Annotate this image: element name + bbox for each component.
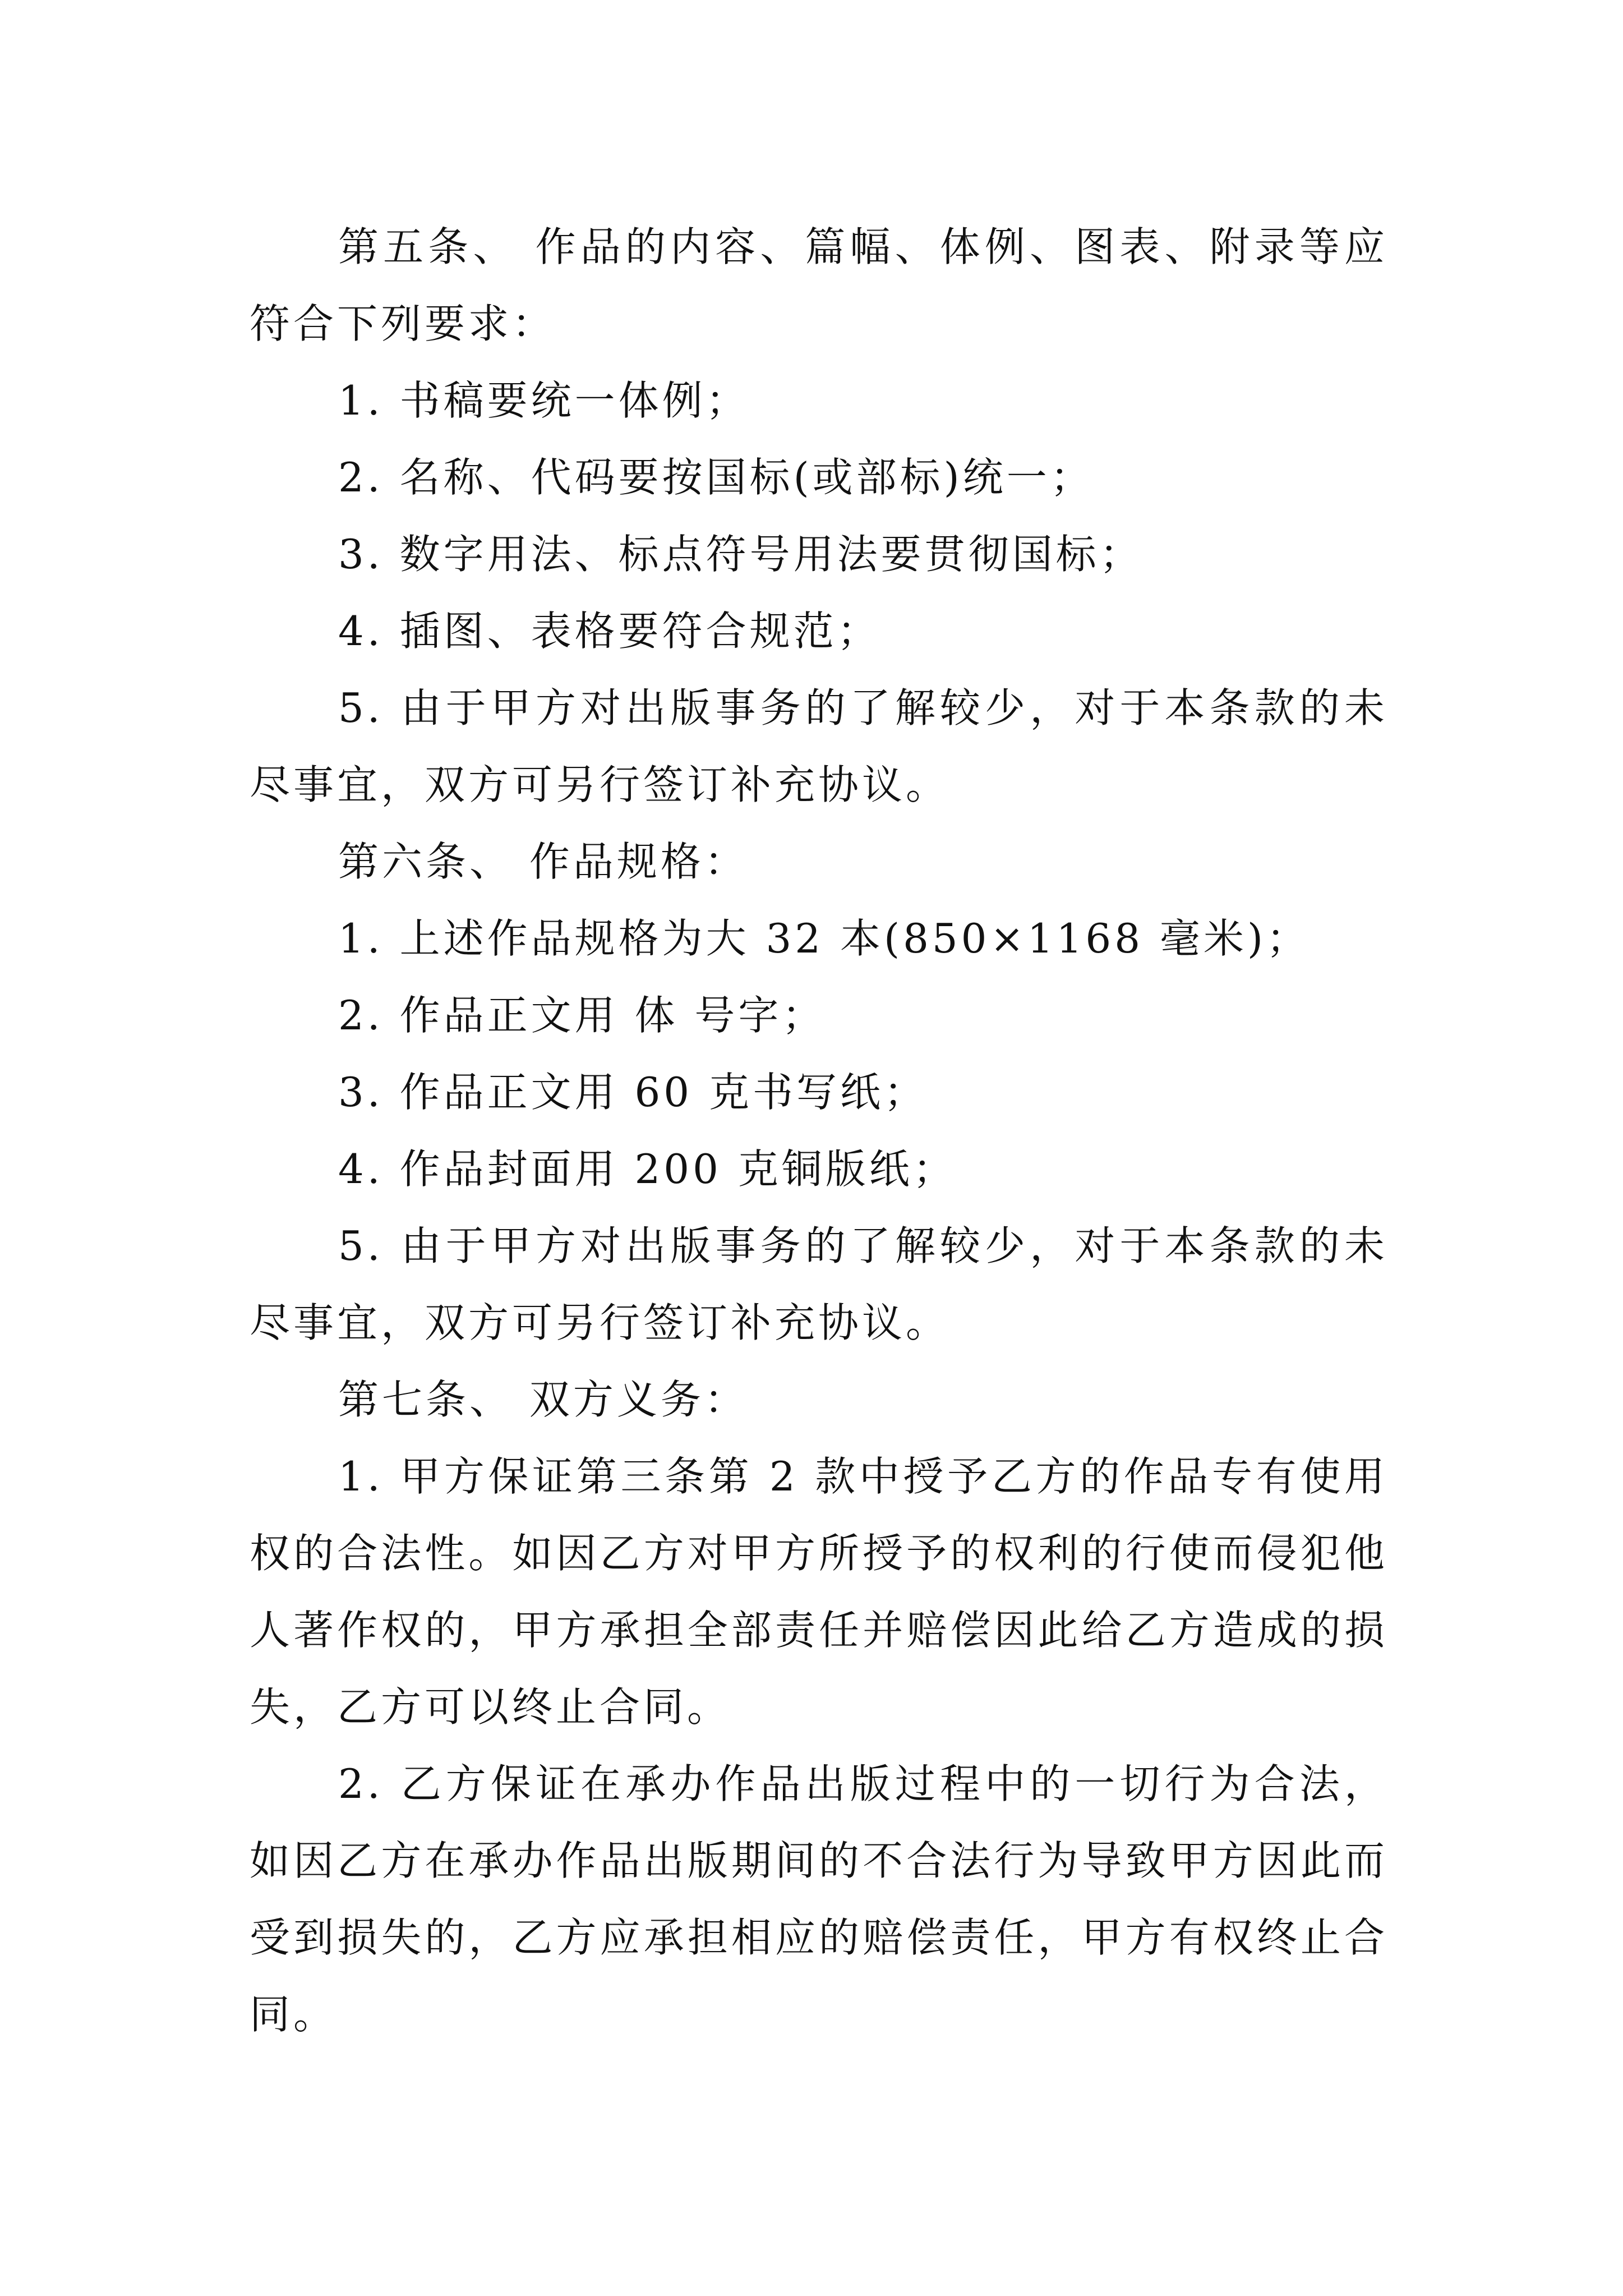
paragraph-item: 4. 作品封面用 200 克铜版纸； [338, 1145, 957, 1193]
paragraph-article-5-heading: 第五条、 作品的内容、篇幅、体例、图表、附录等应符合下列要求： [250, 223, 1388, 347]
paragraph-article-7-heading: 第七条、 双方义务： [338, 1376, 748, 1423]
paragraph-item: 5. 由于甲方对出版事务的了解较少，对于本条款的未尽事宜，双方可另行签订补充协议。 [250, 1222, 1388, 1346]
contract-body [250, 209, 1388, 2053]
paragraph-item: 2. 名称、代码要按国标(或部标)统一； [338, 454, 1094, 501]
paragraph-article-6-heading: 第六条、 作品规格： [338, 838, 748, 885]
paragraph-item: 1. 书稿要统一体例； [338, 377, 750, 424]
paragraph-item: 1. 上述作品规格为大 32 本(850×1168 毫米)； [338, 915, 1311, 962]
paragraph-item: 3. 数字用法、标点符号用法要贯彻国标； [338, 531, 1144, 578]
paragraph-item: 4. 插图、表格要符合规范； [338, 608, 881, 655]
paragraph-item: 2. 乙方保证在承办作品出版过程中的一切行为合法，如因乙方在承办作品出版期间的不合法行为导致甲方因此而受到损失的，乙方应承担相应的赔偿责任，甲方有权终止合同。 [250, 1760, 1388, 2038]
paragraph-item: 1. 甲方保证第三条第 2 款中授予乙方的作品专有使用权的合法性。如因乙方对甲方所授予的权利的行使而侵犯他人著作权的，甲方承担全部责任并赔偿因此给乙方造成的损失，乙方可以终止合同。 [250, 1453, 1388, 1731]
paragraph-item: 5. 由于甲方对出版事务的了解较少，对于本条款的未尽事宜，双方可另行签订补充协议。 [250, 684, 1388, 808]
paragraph-item: 3. 作品正文用 60 克书写纸； [338, 1069, 928, 1116]
paragraph-item: 2. 作品正文用 体 号字； [338, 992, 826, 1039]
